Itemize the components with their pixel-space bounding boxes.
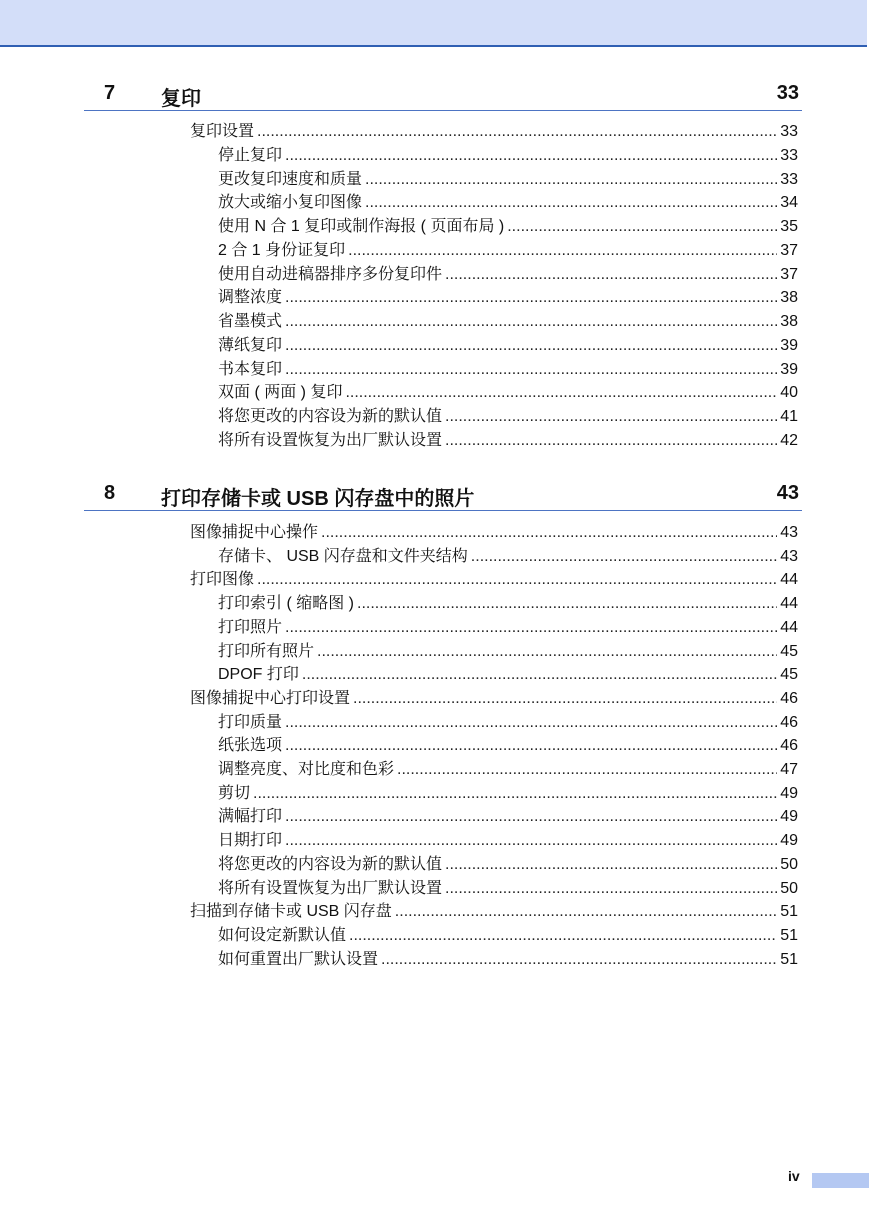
dot-leader: [395, 902, 777, 922]
toc-entry[interactable]: [218, 383, 798, 403]
toc-entry-page: 37: [780, 265, 798, 283]
dot-leader: [285, 713, 777, 733]
dot-leader: [345, 383, 777, 403]
toc-entry[interactable]: [218, 784, 798, 804]
dot-leader: [285, 360, 777, 380]
dot-leader: [302, 665, 777, 685]
toc-entry[interactable]: [218, 312, 798, 332]
toc-entry-title: 复印设置: [190, 123, 255, 140]
dot-leader: [257, 570, 777, 590]
dot-leader: [445, 431, 777, 451]
dot-leader: [348, 241, 777, 261]
toc-entry-title: 书本复印: [218, 360, 283, 378]
chapter-8-heading[interactable]: [84, 480, 802, 511]
dot-leader: [321, 523, 777, 543]
dot-leader: [445, 407, 777, 427]
toc-entry-title: 使用自动进稿器排序多份复印件: [218, 265, 443, 283]
dot-leader: [397, 760, 777, 780]
dot-leader: [285, 618, 777, 638]
toc-entry-title: DPOF 打印: [218, 666, 299, 684]
toc-entry-title: 更改复印速度和质量: [218, 170, 363, 188]
toc-entry-title: 打印照片: [218, 618, 283, 636]
toc-entry-page: 49: [780, 832, 798, 850]
toc-entry-page: 33: [780, 146, 798, 164]
toc-entry[interactable]: [190, 902, 798, 922]
toc-entry-title: 如何设定新默认值: [218, 926, 347, 944]
dot-leader: [445, 855, 777, 875]
toc-entry-page: 33: [780, 170, 798, 188]
dot-leader: [285, 807, 777, 827]
dot-leader: [285, 336, 777, 356]
toc-entry-page: 44: [780, 571, 798, 589]
toc-entry[interactable]: [218, 665, 798, 685]
toc-entry[interactable]: [218, 146, 798, 166]
toc-entry[interactable]: [218, 855, 798, 875]
toc-entry-page: 40: [780, 384, 798, 402]
toc-entry-page: 42: [780, 431, 798, 449]
dot-leader: [349, 926, 777, 946]
toc-entry-page: 38: [780, 313, 798, 330]
toc-entry-page: 50: [780, 879, 798, 897]
toc-entry[interactable]: [218, 831, 798, 851]
chapter-7-heading[interactable]: [84, 80, 802, 111]
toc-entry-page: 51: [780, 926, 798, 944]
toc-entry-title: 调整亮度、对比度和色彩: [218, 761, 395, 778]
toc-entry[interactable]: [218, 807, 798, 827]
toc-entry[interactable]: [218, 950, 798, 970]
chapter-page: 43: [776, 482, 799, 504]
dot-leader: [365, 170, 777, 190]
toc-entry-title: 将所有设置恢复为出厂默认设置: [218, 431, 443, 449]
toc-entry-page: 51: [780, 950, 798, 968]
toc-entry-page: 47: [780, 761, 798, 778]
toc-entry[interactable]: [218, 760, 798, 780]
toc-entry-page: 33: [780, 123, 798, 140]
toc-entry-title: 将您更改的内容设为新的默认值: [218, 408, 443, 425]
toc-entry-page: 46: [780, 713, 798, 731]
dot-leader: [353, 689, 777, 709]
toc-entry-title: 存储卡、 USB 闪存盘和文件夹结构: [218, 547, 468, 565]
toc-entry-title: 放大或缩小复印图像: [218, 194, 363, 212]
toc-entry[interactable]: [218, 193, 798, 213]
dot-leader: [445, 879, 777, 899]
chapter-page: 33: [776, 82, 799, 104]
toc-entry-page: 50: [780, 855, 798, 873]
toc-entry[interactable]: [218, 288, 798, 308]
toc-entry[interactable]: [218, 547, 798, 567]
toc-entry[interactable]: [218, 736, 798, 756]
toc-entry-page: 49: [780, 808, 798, 826]
toc-entry[interactable]: [190, 523, 798, 543]
page-tab-marker: [812, 1173, 869, 1188]
chapter-number: 7: [104, 82, 116, 104]
toc-entry-title: 打印索引 ( 缩略图 ): [218, 595, 354, 613]
toc-entry-page: 44: [780, 618, 798, 636]
toc-entry-title: 省墨模式: [218, 313, 283, 330]
dot-leader: [365, 193, 777, 213]
toc-entry[interactable]: [218, 217, 798, 237]
toc-entry[interactable]: [218, 642, 798, 662]
toc-entry-page: 44: [780, 595, 798, 613]
toc-entry-page: 41: [780, 408, 798, 425]
toc-entry-title: 图像捕捉中心操作: [190, 524, 319, 541]
toc-entry[interactable]: [218, 879, 798, 899]
toc-entry-title: 剪切: [218, 784, 251, 802]
toc-entry[interactable]: [218, 713, 798, 733]
dot-leader: [317, 642, 777, 662]
toc-entry[interactable]: [190, 570, 798, 590]
dot-leader: [381, 950, 777, 970]
toc-entry-page: 35: [780, 218, 798, 235]
toc-entry[interactable]: [190, 689, 798, 709]
toc-entry-title: 双面 ( 两面 ) 复印: [218, 384, 343, 402]
toc-entry-title: 调整浓度: [218, 289, 283, 307]
toc-entry-page: 34: [780, 194, 798, 212]
dot-leader: [285, 146, 777, 166]
dot-leader: [257, 122, 777, 142]
toc-entry-title: 日期打印: [218, 832, 283, 850]
toc-entry[interactable]: [218, 360, 798, 380]
toc-entry-page: 39: [780, 360, 798, 378]
toc-entry-title: 将所有设置恢复为出厂默认设置: [218, 879, 443, 897]
toc-entry[interactable]: [218, 594, 798, 614]
chapter-title: 打印存储卡或 USB 闪存盘中的照片: [161, 488, 475, 510]
toc-entry-page: 37: [780, 241, 798, 259]
dot-leader: [471, 547, 777, 567]
header-band: [0, 0, 867, 47]
toc-entry[interactable]: [218, 926, 798, 946]
toc-entry-page: 49: [780, 784, 798, 802]
toc-entry-page: 45: [780, 642, 798, 660]
toc-entry-title: 如何重置出厂默认设置: [218, 950, 379, 968]
toc-entry[interactable]: [218, 241, 798, 261]
toc-entry-title: 纸张选项: [218, 737, 283, 755]
dot-leader: [445, 265, 777, 285]
toc-entry-title: 满幅打印: [218, 808, 283, 826]
dot-leader: [357, 594, 777, 614]
toc-entry-title: 打印所有照片: [218, 642, 315, 660]
toc-entry-title: 扫描到存储卡或 USB 闪存盘: [190, 903, 392, 921]
toc-entry[interactable]: [218, 265, 798, 285]
toc-entry-title: 打印图像: [190, 571, 255, 589]
toc-entry[interactable]: [218, 618, 798, 638]
toc-entry-title: 打印质量: [218, 713, 283, 731]
dot-leader: [507, 217, 777, 237]
toc-entry-title: 薄纸复印: [218, 336, 283, 354]
toc-entry-title: 图像捕捉中心打印设置: [190, 689, 351, 707]
toc-entry-page: 43: [780, 524, 798, 541]
dot-leader: [285, 288, 777, 308]
dot-leader: [285, 736, 777, 756]
toc-entry-page: 51: [780, 903, 798, 921]
toc-entry-page: 46: [780, 689, 798, 707]
toc-entry[interactable]: [218, 336, 798, 356]
toc-entry-page: 46: [780, 737, 798, 755]
chapter-title: 复印: [161, 88, 201, 110]
toc-entry[interactable]: [218, 170, 798, 190]
toc-entry[interactable]: [218, 407, 798, 427]
toc-entry-page: 38: [780, 289, 798, 307]
dot-leader: [285, 312, 777, 332]
toc-entry[interactable]: [218, 431, 798, 451]
page-number-label: iv: [788, 1168, 800, 1184]
dot-leader: [253, 784, 777, 804]
toc-entry-title: 使用 N 合 1 复印或制作海报 ( 页面布局 ): [218, 218, 505, 235]
toc-entry-page: 43: [780, 547, 798, 565]
toc-entry-title: 2 合 1 身份证复印: [218, 241, 346, 259]
toc-entry-title: 将您更改的内容设为新的默认值: [218, 855, 443, 873]
toc-entry-title: 停止复印: [218, 146, 283, 164]
toc-entry-page: 45: [780, 666, 798, 684]
dot-leader: [285, 831, 777, 851]
toc-entry[interactable]: [190, 122, 798, 142]
chapter-number: 8: [104, 482, 116, 504]
toc-entry-page: 39: [780, 336, 798, 354]
